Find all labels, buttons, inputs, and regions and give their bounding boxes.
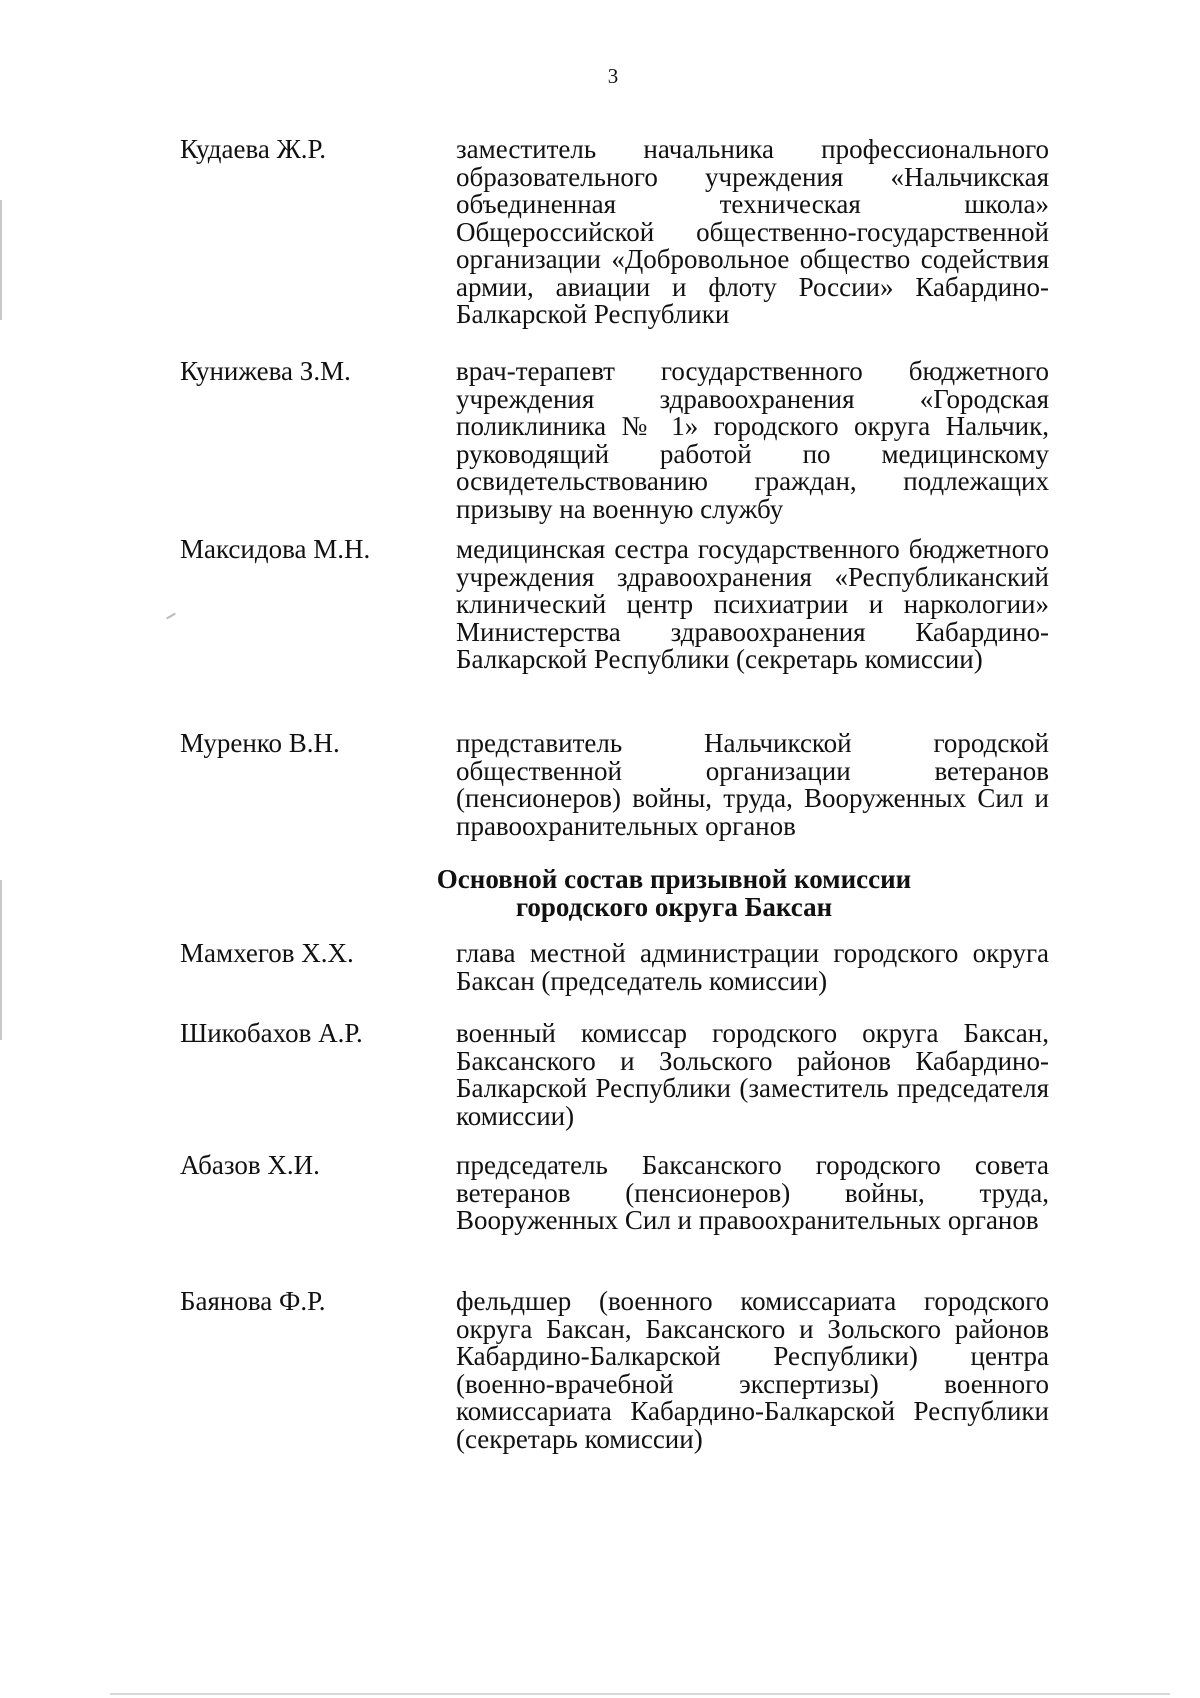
member-position: заместитель начальника профессионального образовательного учреждения «Нальчикская объединенная техническая школа» Общероссийской общественно-государственной организации «Добровольное общество содействия армии, авиации и флоту России» Кабардино-Балкарской Республики: [456, 134, 1049, 329]
member-position: глава местной администрации городского округа Баксан (председатель комиссии): [456, 938, 1049, 996]
scan-artifact-mark: [166, 613, 176, 620]
member-name: Абазов Х.И.: [180, 1150, 320, 1180]
member-name: Кудаева Ж.Р.: [180, 134, 326, 164]
member-name: Баянова Ф.Р.: [180, 1286, 326, 1316]
member-position: медицинская сестра государственного бюджетного учреждения здравоохранения «Республиканский клинический центр психиатрии и наркологии» Министерства здравоохранения Кабардино-Балкарской Республики (секретарь комиссии): [456, 534, 1049, 674]
member-name: Шикобахов А.Р.: [180, 1018, 363, 1048]
section-heading-line: городского округа Баксан: [515, 892, 833, 922]
section-heading: [0, 865, 1200, 921]
scan-edge-mark: [0, 200, 2, 320]
scan-edge-mark: [0, 880, 2, 1040]
member-name: Кунижева З.М.: [180, 356, 351, 386]
member-name: Муренко В.Н.: [180, 728, 340, 758]
section-heading-line: Основной состав призывной комиссии: [436, 864, 912, 894]
member-name: Мамхегов Х.Х.: [180, 938, 354, 968]
member-position: представитель Нальчикской городской общественной организации ветеранов (пенсионеров) войны, труда, Вооруженных Сил и правоохранительных органов: [456, 728, 1049, 841]
member-position: председатель Баксанского городского совета ветеранов (пенсионеров) войны, труда, Вооруженных Сил и правоохранительных органов: [456, 1150, 1049, 1235]
scan-bottom-edge: [110, 1693, 1170, 1695]
member-position: военный комиссар городского округа Баксан, Баксанского и Зольского районов Кабардино-Балкарской Республики (заместитель председателя комиссии): [456, 1018, 1049, 1131]
member-position: фельдшер (военного комиссариата городского округа Баксан, Баксанского и Зольского районов Кабардино-Балкарской Республики) центра (военно-врачебной экспертизы) военного комиссариата Кабардино-Балкарской Республики (секретарь комиссии): [456, 1286, 1049, 1454]
member-position: врач-терапевт государственного бюджетного учреждения здравоохранения «Городская поликлиника № 1» городского округа Нальчик, руководящий работой по медицинскому освидетельствованию граждан, подлежащих призыву на военную службу: [456, 356, 1049, 524]
page-number: 3: [607, 64, 619, 88]
member-name: Максидова М.Н.: [180, 534, 371, 564]
